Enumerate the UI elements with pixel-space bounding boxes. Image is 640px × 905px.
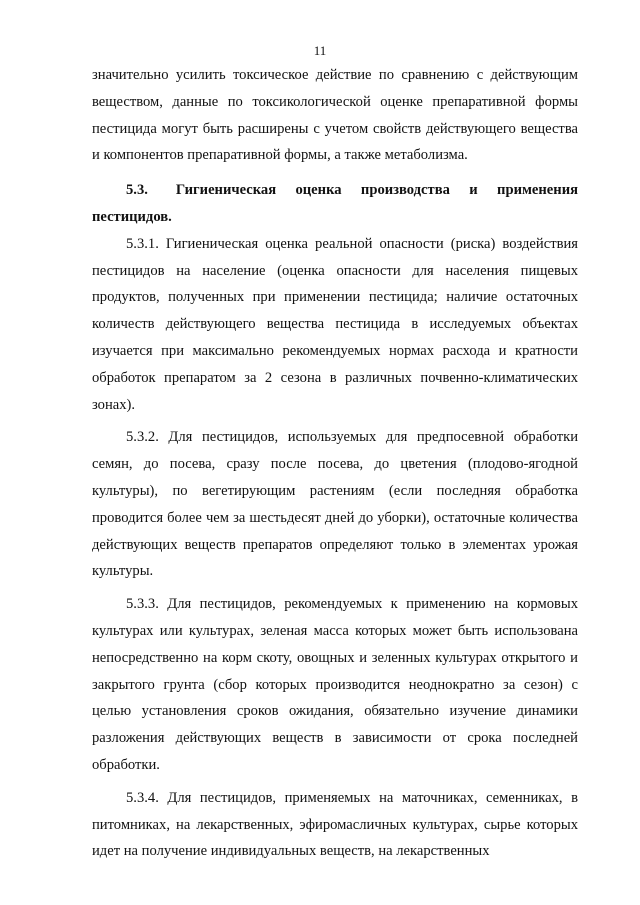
section-heading-5-3 [92, 177, 578, 231]
section-number: 5.3. [126, 182, 148, 199]
paragraph-5-3-3: 5.3.3. Для пестицидов, рекомендуемых к применению на кормовых культурах или культурах, зеленая масса которых может быть использована непосредственно на корм скоту, овощных и зеленных культурах открытого и закрытого грунта (сбор которых производится неоднократно за сезон) с целью установления сроков ожидания, обязательно изучение динамики разложения действующих веществ в зависимости от срока последней обработки. [92, 596, 578, 773]
paragraph-5-3-2: 5.3.2. Для пестицидов, используемых для предпосевной обработки семян, до посева, сразу после посева, до цветения (плодово-ягодной культуры), по вегетирующим растениям (если последняя обработка проводится более чем за шестьдесят дней до уборки), остаточные количества действующих веществ препаратов определяют только в элементах урожая культуры. [92, 429, 578, 580]
paragraph-5-3-1: 5.3.1. Гигиеническая оценка реальной опасности (риска) воздействия пестицидов на население (оценка опасности для населения пищевых продуктов, полученных при применении пестицида; наличие остаточных количеств действующего вещества пестицида в исследуемых объектах изучается при максимально рекомендуемых нормах расхода и кратности обработок препаратом за 2 сезона в различных почвенно-климатических зонах). [92, 235, 578, 413]
document-body [92, 62, 578, 865]
paragraph-continuation: значительно усилить токсическое действие по сравнению с действующим веществом, данные по токсикологической оценке препаративной формы пестицида могут быть расширены с учетом свойств действующего вещества и компонентов препаративной формы, а также метаболизма. [92, 67, 578, 164]
page-number: 11 [313, 43, 327, 58]
section-title: Гигиеническая оценка производства и применения пестицидов. [92, 182, 578, 225]
paragraph-5-3-4: 5.3.4. Для пестицидов, применяемых на маточниках, семенниках, в питомниках, на лекарственных, эфиромасличных культурах, сырье которых идет на получение индивидуальных веществ, на лекарственных [92, 789, 578, 860]
